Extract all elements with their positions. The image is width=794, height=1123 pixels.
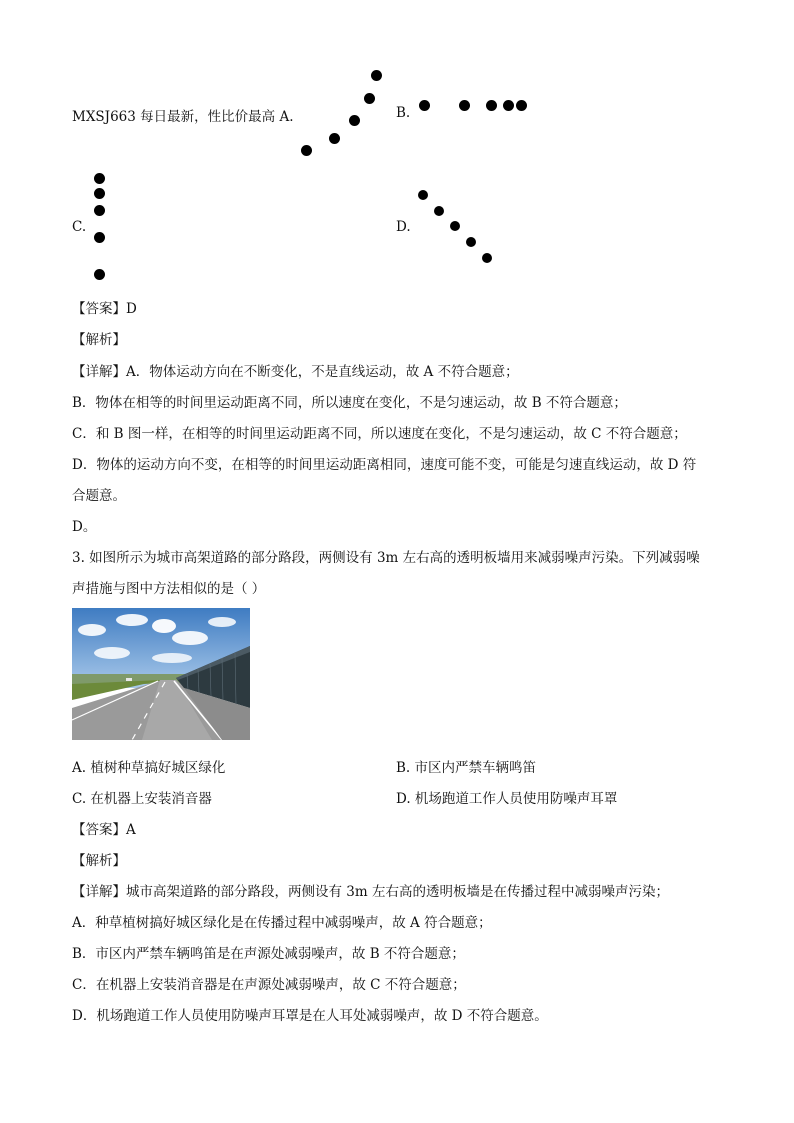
q2-option-a-label: A. <box>279 109 294 125</box>
q2-option-c-label: C. <box>72 219 87 235</box>
dot <box>364 93 375 104</box>
dot <box>434 206 444 216</box>
dot <box>94 173 105 184</box>
dot <box>503 100 514 111</box>
q3-answer: 【答案】A <box>72 822 136 838</box>
dot <box>418 190 428 200</box>
dot <box>466 237 476 247</box>
q2-prefix: MXSJ663 每日最新，性比价最高 <box>72 109 276 125</box>
dot <box>516 100 527 111</box>
dot <box>419 100 430 111</box>
q3-detail-line: 【详解】城市高架道路的部分路段，两侧设有 3m 左右高的透明板墙是在传播过程中减弱噪声污染； <box>72 884 669 900</box>
q3-option-d: D. 机场跑道工作人员使用防噪声耳罩 <box>396 791 618 807</box>
dot <box>459 100 470 111</box>
q2-detail-line: 合题意。 <box>72 488 126 504</box>
dot <box>349 115 360 126</box>
dot <box>94 188 105 199</box>
q3-option-a: A. 植树种草搞好城区绿化 <box>72 760 226 776</box>
q2-analysis-heading: 【解析】 <box>72 332 126 348</box>
q3-detail-line: B．市区内严禁车辆鸣笛是在声源处减弱噪声，故 B 不符合题意； <box>72 946 465 962</box>
q2-detail-line: C．和 B 图一样，在相等的时间里运动距离不同，所以速度在变化，不是匀速运动，故 C 不符合题意； <box>72 426 687 442</box>
q3-detail-line: C．在机器上安装消音器是在声源处减弱噪声，故 C 不符合题意； <box>72 977 466 993</box>
q2-option-b-label: B. <box>396 105 411 121</box>
q2-option-a-row <box>72 105 294 125</box>
dot <box>371 70 382 81</box>
dot <box>301 145 312 156</box>
q2-answer: 【答案】D <box>72 301 137 317</box>
q2-detail-line: D．物体的运动方向不变，在相等的时间里运动距离相同，速度可能不变，可能是匀速直线运动，故 D 符 <box>72 457 697 473</box>
q3-detail-line: A．种草植树搞好城区绿化是在传播过程中减弱噪声，故 A 符合题意； <box>72 915 492 931</box>
q3-detail-line: D．机场跑道工作人员使用防噪声耳罩是在人耳处减弱噪声，故 D 不符合题意。 <box>72 1008 548 1024</box>
q3-option-b: B. 市区内严禁车辆鸣笛 <box>396 760 537 776</box>
road-noise-barrier-image <box>72 608 250 740</box>
dot <box>94 232 105 243</box>
dot <box>329 133 340 144</box>
dot <box>94 269 105 280</box>
elevated-road-photo <box>72 608 250 740</box>
q2-detail-line: D。 <box>72 519 97 535</box>
q3-analysis-heading: 【解析】 <box>72 853 126 869</box>
q2-detail-line: 【详解】A．物体运动方向在不断变化，不是直线运动，故 A 不符合题意； <box>72 364 519 380</box>
q3-option-c: C. 在机器上安装消音器 <box>72 791 212 807</box>
q2-detail-line: B．物体在相等的时间里运动距离不同，所以速度在变化，不是匀速运动，故 B 不符合题意； <box>72 395 627 411</box>
dot <box>450 221 460 231</box>
dot <box>482 253 492 263</box>
dot <box>94 205 105 216</box>
q3-stem: 3. 如图所示为城市高架道路的部分路段，两侧设有 3m 左右高的透明板墙用来减弱噪声污染。下列减弱噪 <box>72 550 700 566</box>
q2-option-d-label: D. <box>396 219 411 235</box>
q3-stem-continued: 声措施与图中方法相似的是（ ） <box>72 581 266 597</box>
dot <box>486 100 497 111</box>
